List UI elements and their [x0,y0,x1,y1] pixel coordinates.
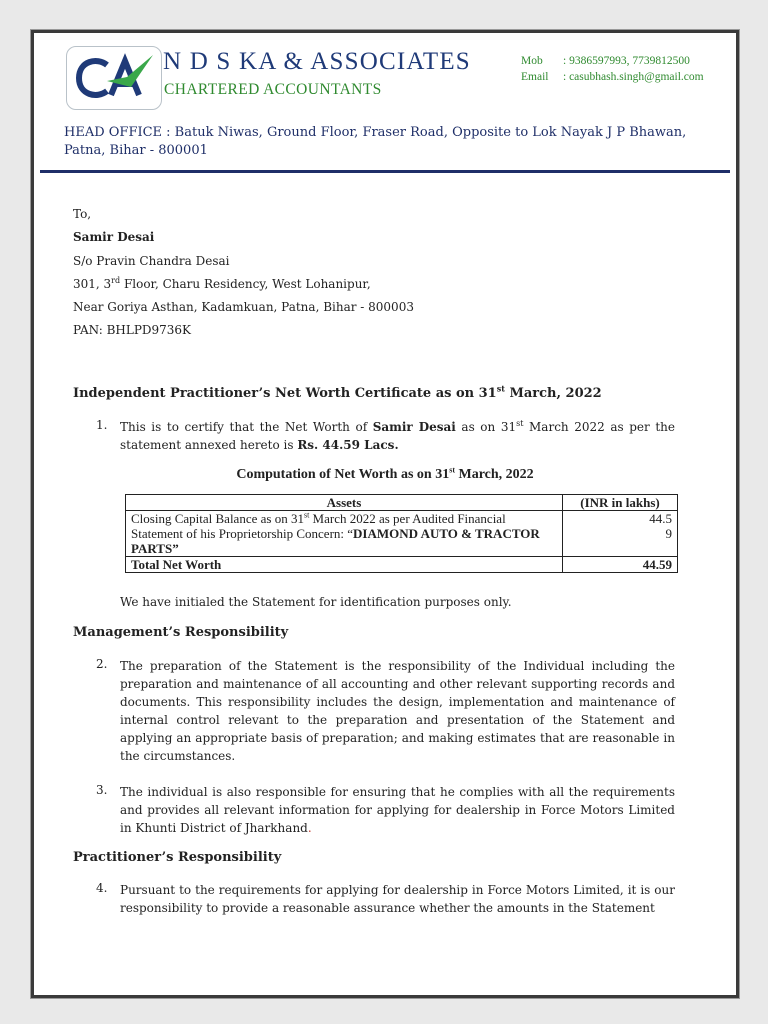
practitioner-heading: Practitioner’s Responsibility [73,850,282,865]
amount-header: (INR in lakhs) [563,495,678,511]
head-office-address: HEAD OFFICE : Batuk Niwas, Ground Floor, Fraser Road, Opposite to Lok Nayak J P Bhawan, Patna, Bihar - 800001 [64,125,687,158]
email-value: : casubhash.singh@gmail.com [563,71,704,83]
table-header-row [126,495,678,511]
net-worth-table [125,494,678,573]
document-page [31,30,739,998]
total-value: 44.59 [563,557,678,573]
address-line-2: Near Goriya Asthan, Kadamkuan, Patna, Bihar - 800003 [73,300,414,315]
ca-logo-icon [67,47,161,109]
contact-block [521,53,704,85]
capital-balance-cell: Closing Capital Balance as on 31st March 2022 as per Audited Financial Statement of his Proprietorship Concern: “DIAMOND AUTO & TRACTOR PARTS” [126,511,563,557]
certificate-title: Independent Practitioner’s Net Worth Certificate as on 31st March, 2022 [73,383,602,401]
capital-balance-value: 44.5 9 [563,511,678,557]
management-heading: Management’s Responsibility [73,625,289,640]
addressee-relation: S/o Pravin Chandra Desai [73,253,230,268]
para-2-number: 2. [96,657,108,671]
svg-text:CA: CA [114,107,116,108]
firm-subtitle: CHARTERED ACCOUNTANTS [164,81,382,98]
header-divider [40,170,730,173]
total-label: Total Net Worth [126,557,563,573]
mobile-value: : 9386597993, 7739812500 [563,55,690,67]
firm-logo [66,46,162,110]
salutation: To, [73,207,92,221]
para-1-number: 1. [96,418,108,432]
firm-name: N D S KA & ASSOCIATES [163,48,471,75]
para-4-number: 4. [96,881,108,895]
para-1: This is to certify that the Net Worth of Samir Desai as on 31st March 2022 as per the statement annexed hereto is Rs. 44.59 Lacs. [120,419,675,452]
para-3-number: 3. [96,783,108,797]
assets-header: Assets [126,495,563,511]
total-row [126,557,678,573]
para-4: Pursuant to the requirements for applying for dealership in Force Motors Limited, it is our responsibility to provide a reasonable assurance whether the amounts in the Statement [120,883,675,915]
para-2: The preparation of the Statement is the responsibility of the Individual including the preparation and maintenance of all accounting and other relevant supporting records and documents. This responsibility includes the design, implementation and maintenance of internal control relevant to the preparation and presentation of the Statement and applying an appropriate basis of preparation; and making estimates that are reasonable in the circumstances. [120,659,675,763]
table-row [126,511,678,557]
pan-number: PAN: BHLPD9736K [73,323,192,338]
mobile-label: Mob [521,55,543,67]
addressee-name: Samir Desai [73,230,155,245]
para-3: The individual is also responsible for ensuring that he complies with all the requirements and provides all relevant information for applying for dealership in Force Motors Limited in Khunti District of Jharkhand. [120,785,675,835]
computation-title: Computation of Net Worth as on 31st March, 2022 [236,465,534,482]
email-label: Email [521,71,549,83]
addressee-block [73,203,414,343]
address-line-1: 301, 3rd Floor, Charu Residency, West Lohanipur, [73,275,371,291]
initialed-note: We have initialed the Statement for identification purposes only. [120,595,512,609]
